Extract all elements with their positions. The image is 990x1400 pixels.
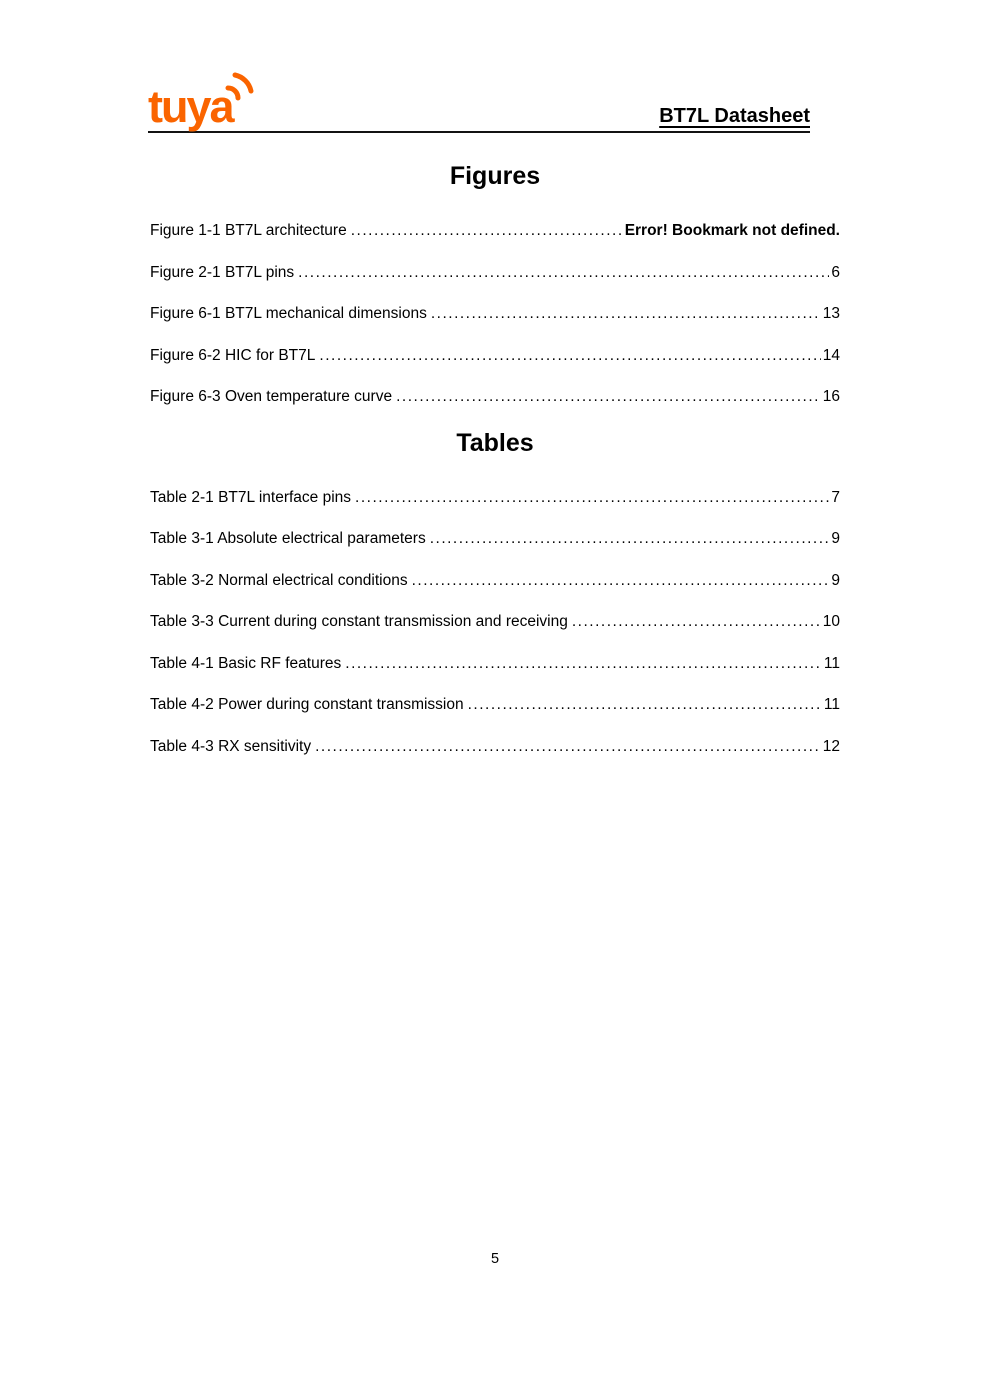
toc-entry-page-ref: 11 [823, 654, 840, 672]
tuya-logo-text: tuya [148, 81, 233, 132]
toc-entry[interactable] [150, 263, 840, 282]
toc-entry-page-ref: 9 [831, 530, 840, 547]
toc-dot-leader [396, 387, 821, 406]
figures-heading: Figures [449, 162, 541, 190]
toc-entry-label: Table 4-3 RX sensitivity [150, 737, 312, 755]
toc-entry-label: Figure 6-3 Oven temperature curve [150, 388, 393, 405]
toc-dot-leader [572, 612, 821, 631]
toc-entry-page-ref: 9 [831, 571, 840, 589]
toc-dot-leader [468, 695, 822, 714]
toc-entry-page-ref: 11 [823, 696, 840, 713]
toc-entry[interactable] [150, 695, 840, 714]
toc-dot-leader [431, 304, 821, 323]
toc-entry-page-ref: 16 [822, 388, 840, 405]
page-number: 5 [490, 1251, 500, 1267]
figures-toc-list [150, 221, 840, 406]
toc-entry[interactable] [150, 612, 840, 631]
toc-entry-page-ref: 14 [822, 346, 840, 364]
toc-entry[interactable] [150, 571, 840, 590]
toc-entry[interactable] [150, 654, 840, 673]
toc-entry-page-ref: 6 [831, 263, 840, 281]
toc-content [150, 133, 840, 778]
toc-dot-leader [298, 263, 829, 282]
toc-entry-page-ref: 10 [822, 613, 840, 630]
page-header [148, 0, 810, 133]
toc-entry[interactable] [150, 488, 840, 507]
toc-entry[interactable] [150, 304, 840, 323]
toc-entry-page-ref: Error! Bookmark not defined. [624, 222, 840, 239]
toc-dot-leader [345, 654, 822, 673]
toc-dot-leader [412, 571, 830, 590]
toc-dot-leader [319, 346, 820, 365]
toc-entry-label: Table 2-1 BT7L interface pins [150, 488, 352, 506]
toc-entry-label: Table 4-2 Power during constant transmission [150, 696, 464, 713]
tables-heading: Tables [456, 428, 534, 457]
toc-entry-page-ref: 7 [831, 488, 840, 506]
toc-entry[interactable] [150, 346, 840, 365]
toc-entry-label: Table 4-1 Basic RF features [150, 654, 342, 672]
toc-entry[interactable] [150, 529, 840, 548]
toc-entry-label: Figure 6-1 BT7L mechanical dimensions [150, 305, 427, 322]
document-title: BT7L Datasheet [659, 105, 810, 127]
toc-entry-label: Figure 2-1 BT7L pins [150, 263, 295, 281]
toc-dot-leader [430, 529, 830, 548]
toc-dot-leader [355, 488, 829, 507]
tuya-logo [148, 81, 233, 132]
toc-entry-label: Table 3-3 Current during constant transmission and receiving [150, 613, 568, 630]
toc-entry-label: Figure 6-2 HIC for BT7L [150, 346, 316, 364]
toc-entry-page-ref: 12 [822, 737, 840, 755]
toc-dot-leader [315, 737, 821, 756]
toc-entry-label: Table 3-1 Absolute electrical parameters [150, 530, 426, 547]
toc-entry-label: Figure 1-1 BT7L architecture [150, 222, 347, 239]
toc-entry-label: Table 3-2 Normal electrical conditions [150, 571, 408, 589]
toc-entry[interactable] [150, 737, 840, 756]
tables-toc-list [150, 488, 840, 756]
wifi-signal-icon [222, 67, 258, 103]
toc-entry-page-ref: 13 [822, 305, 840, 322]
toc-entry[interactable] [150, 221, 840, 240]
toc-dot-leader [351, 221, 623, 240]
toc-entry[interactable] [150, 387, 840, 406]
